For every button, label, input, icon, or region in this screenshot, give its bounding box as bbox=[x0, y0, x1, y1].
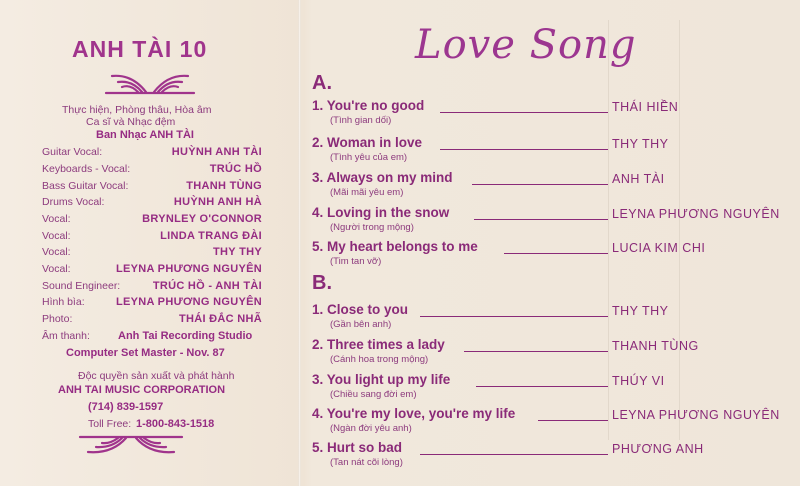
credit-role: Vocal: bbox=[42, 263, 71, 275]
song-subtitle: (Tan nát cõi lòng) bbox=[330, 457, 403, 468]
credit-name: THY THY bbox=[213, 246, 262, 258]
credit-role: Guitar Vocal: bbox=[42, 146, 103, 158]
dotted-leader bbox=[476, 386, 608, 387]
fold-crease bbox=[298, 0, 301, 486]
track-row bbox=[312, 170, 782, 206]
production-line: Thực hiện, Phòng thâu, Hòa âm bbox=[62, 104, 212, 116]
song-title: 4. Loving in the snow bbox=[312, 205, 450, 220]
credit-role: Sound Engineer: bbox=[42, 280, 121, 292]
studio-name: Anh Tai Recording Studio bbox=[118, 330, 253, 342]
song-title: 2. Three times a lady bbox=[312, 337, 445, 352]
credit-role: Bass Guitar Vocal: bbox=[42, 180, 129, 192]
song-artist: PHƯƠNG ANH bbox=[612, 442, 704, 456]
credit-name: THÁI ĐẮC NHÃ bbox=[178, 313, 262, 325]
song-subtitle: (Chiều sang đời em) bbox=[330, 389, 417, 400]
side-a-label: A. bbox=[312, 72, 332, 94]
song-artist: THY THY bbox=[612, 304, 669, 318]
dotted-leader bbox=[440, 149, 608, 150]
credit-name: TRÚC HỒ - ANH TÀI bbox=[152, 280, 262, 292]
song-title: 3. You light up my life bbox=[312, 372, 451, 387]
phone-number: (714) 839-1597 bbox=[88, 401, 164, 413]
song-artist: THÁI HIỀN bbox=[612, 100, 679, 114]
song-title: 5. Hurt so bad bbox=[312, 440, 403, 455]
song-subtitle: (Cánh hoa trong mộng) bbox=[330, 354, 429, 365]
credit-role: Drums Vocal: bbox=[42, 196, 105, 208]
studio-label: Âm thanh: bbox=[42, 330, 90, 342]
credit-role: Hình bìa: bbox=[42, 296, 85, 308]
song-title: 5. My heart belongs to me bbox=[312, 239, 478, 254]
credit-role: Keyboards - Vocal: bbox=[42, 163, 131, 175]
song-artist: THÚY VI bbox=[612, 374, 665, 388]
credit-name: LINDA TRANG ĐÀI bbox=[160, 230, 262, 242]
song-title: 4. You're my love, you're my life bbox=[312, 406, 516, 421]
credit-name: THANH TÙNG bbox=[186, 180, 262, 192]
song-subtitle: (Tim tan vỡ) bbox=[330, 256, 382, 267]
song-artist: THANH TÙNG bbox=[612, 339, 699, 353]
singers-line: Ca sĩ và Nhạc đệm bbox=[86, 116, 176, 128]
album-brand: ANH TÀI 10 bbox=[72, 36, 208, 62]
album-title: Love Song bbox=[415, 22, 637, 68]
song-artist: LEYNA PHƯƠNG NGUYÊN bbox=[612, 207, 780, 221]
top-flourish-icon bbox=[102, 70, 198, 96]
song-artist: LUCIA KIM CHI bbox=[612, 241, 706, 255]
track-row bbox=[312, 406, 782, 442]
dotted-leader bbox=[440, 112, 608, 113]
distribution-line: Độc quyền sản xuất và phát hành bbox=[78, 370, 235, 382]
band-name: Ban Nhạc ANH TÀI bbox=[96, 129, 194, 141]
corporation-name: ANH TAI MUSIC CORPORATION bbox=[58, 384, 226, 396]
track-row bbox=[312, 239, 782, 275]
credit-role: Vocal: bbox=[42, 213, 71, 225]
track-row bbox=[312, 135, 782, 171]
dotted-leader bbox=[472, 184, 608, 185]
dotted-leader bbox=[538, 420, 608, 421]
side-b-label: B. bbox=[312, 272, 332, 294]
credit-name: BRYNLEY O'CONNOR bbox=[142, 213, 262, 225]
tollfree-number: 1-800-843-1518 bbox=[136, 418, 215, 430]
track-row bbox=[312, 337, 782, 373]
song-subtitle: (Ngàn đời yêu anh) bbox=[330, 423, 412, 434]
credit-name: HUỲNH ANH HÀ bbox=[173, 196, 262, 208]
song-subtitle: (Mãi mãi yêu em) bbox=[330, 187, 404, 198]
song-subtitle: (Tình yêu của em) bbox=[330, 152, 408, 163]
dotted-leader bbox=[504, 253, 608, 254]
track-row bbox=[312, 372, 782, 408]
track-row bbox=[312, 205, 782, 241]
track-row bbox=[312, 440, 782, 476]
song-title: 2. Woman in love bbox=[312, 135, 423, 150]
track-row bbox=[312, 302, 782, 338]
dotted-leader bbox=[474, 219, 608, 220]
song-artist: ANH TÀI bbox=[612, 172, 665, 186]
dotted-leader bbox=[464, 351, 608, 352]
credit-role: Photo: bbox=[42, 313, 73, 325]
credit-role: Vocal: bbox=[42, 246, 71, 258]
credit-name: HUỲNH ANH TÀI bbox=[171, 146, 262, 158]
dotted-leader bbox=[420, 454, 608, 455]
credit-name: LEYNA PHƯƠNG NGUYÊN bbox=[115, 296, 262, 308]
song-title: 1. Close to you bbox=[312, 302, 409, 317]
song-artist: LEYNA PHƯƠNG NGUYÊN bbox=[612, 408, 780, 422]
song-title: 1. You're no good bbox=[312, 98, 425, 113]
credits-panel bbox=[0, 0, 298, 486]
track-row bbox=[312, 98, 782, 134]
bottom-flourish-icon bbox=[76, 434, 186, 458]
song-subtitle: (Tình gian dối) bbox=[330, 115, 392, 126]
credit-name: LEYNA PHƯƠNG NGUYÊN bbox=[115, 263, 262, 275]
song-title: 3. Always on my mind bbox=[312, 170, 453, 185]
master-date: Computer Set Master - Nov. 87 bbox=[66, 347, 225, 359]
credit-name: TRÚC HỒ bbox=[209, 163, 262, 175]
dotted-leader bbox=[420, 316, 608, 317]
song-artist: THY THY bbox=[612, 137, 669, 151]
tollfree-label: Toll Free: bbox=[88, 418, 132, 430]
credit-role: Vocal: bbox=[42, 230, 71, 242]
song-subtitle: (Người trong mộng) bbox=[330, 222, 414, 233]
song-subtitle: (Gần bên anh) bbox=[330, 319, 392, 330]
